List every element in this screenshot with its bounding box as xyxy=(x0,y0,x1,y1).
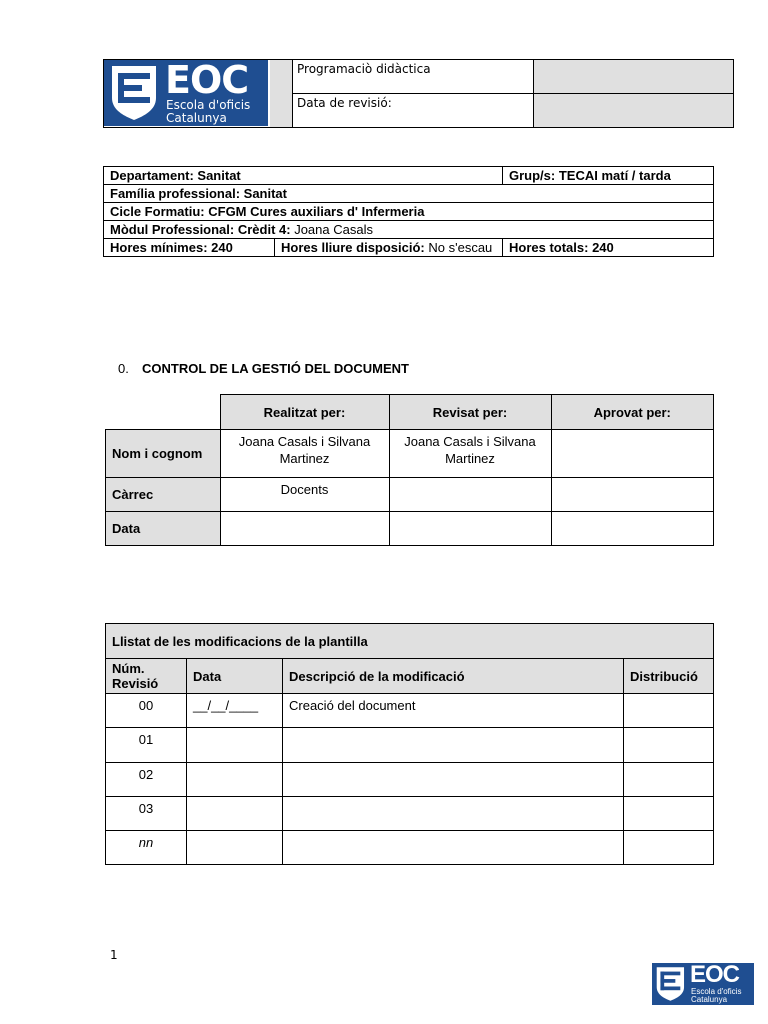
department: Departament: Sanitat xyxy=(104,167,503,185)
cell-date-made xyxy=(220,512,389,546)
rev-num: 01 xyxy=(106,728,187,763)
modifications-table xyxy=(105,623,714,865)
hours-free xyxy=(275,239,503,257)
revision-date-label: Data de revisió: xyxy=(293,94,534,128)
hours-free-label: Hores lliure disposició: xyxy=(281,240,425,255)
shield-logo-icon xyxy=(655,966,687,1002)
rev-date xyxy=(187,797,283,831)
cell-date-approved xyxy=(551,512,714,546)
rev-date: __/__/____ xyxy=(187,694,283,728)
table-row xyxy=(106,831,714,865)
info-table xyxy=(103,166,714,257)
logo-cell xyxy=(104,60,271,128)
table-row xyxy=(106,694,714,728)
rev-dist xyxy=(624,728,714,763)
col-distribution: Distribució xyxy=(624,659,714,694)
rev-num: nn xyxy=(106,831,187,865)
hours-min: Hores mínimes: 240 xyxy=(104,239,275,257)
logo-brand: EOC xyxy=(165,58,249,102)
rev-desc: Creació del document xyxy=(283,694,624,728)
table-row xyxy=(106,728,714,763)
section-number: 0. xyxy=(118,361,129,376)
rev-num: 03 xyxy=(106,797,187,831)
rev-desc xyxy=(283,831,624,865)
rev-date xyxy=(187,831,283,865)
professional-module xyxy=(104,221,714,239)
modifications-title: Llistat de les modificacions de la plantilla xyxy=(106,624,714,659)
row-label-role: Càrrec xyxy=(106,478,221,512)
control-row xyxy=(106,478,714,512)
shield-logo-icon xyxy=(110,64,160,122)
col-reviewed-by: Revisat per: xyxy=(389,395,551,430)
module-value: Joana Casals xyxy=(290,222,373,237)
col-date: Data xyxy=(187,659,283,694)
footer-logo xyxy=(652,963,754,1005)
rev-date xyxy=(187,763,283,797)
rev-date xyxy=(187,728,283,763)
revision-date-value xyxy=(534,94,734,128)
table-row xyxy=(106,763,714,797)
footer-logo-line1: Escola d'oficis xyxy=(691,987,742,996)
cell-name-approved xyxy=(551,430,714,478)
control-row xyxy=(106,512,714,546)
control-table xyxy=(105,394,714,546)
section-heading xyxy=(118,361,409,376)
col-made-by: Realitzat per: xyxy=(220,395,389,430)
logo-spacer xyxy=(270,60,293,128)
footer-logo-line2: Catalunya xyxy=(691,995,728,1004)
cell-role-approved xyxy=(551,478,714,512)
row-label-name: Nom i cognom xyxy=(106,430,221,478)
rev-desc xyxy=(283,728,624,763)
col-description: Descripció de la modificació xyxy=(283,659,624,694)
rev-dist xyxy=(624,797,714,831)
section-title: CONTROL DE LA GESTIÓ DEL DOCUMENT xyxy=(142,361,409,376)
program-label: Programaciò didàctica xyxy=(293,60,534,94)
cell-role-reviewed xyxy=(389,478,551,512)
groups: Grup/s: TECAI matí / tarda xyxy=(503,167,714,185)
training-cycle: Cicle Formatiu: CFGM Cures auxiliars d' Infermeria xyxy=(104,203,714,221)
rev-num: 02 xyxy=(106,763,187,797)
cell-name-reviewed: Joana Casals i Silvana Martinez xyxy=(389,430,551,478)
rev-dist xyxy=(624,831,714,865)
row-label-date: Data xyxy=(106,512,221,546)
rev-desc xyxy=(283,763,624,797)
program-value xyxy=(534,60,734,94)
col-revision-number: Núm. Revisió xyxy=(106,659,187,694)
header-table xyxy=(103,59,734,128)
table-row xyxy=(106,797,714,831)
professional-family: Família professional: Sanitat xyxy=(104,185,714,203)
eoc-logo xyxy=(104,60,268,126)
cell-date-reviewed xyxy=(389,512,551,546)
rev-desc xyxy=(283,797,624,831)
hours-free-value: No s'escau xyxy=(424,240,493,255)
control-row xyxy=(106,430,714,478)
logo-line2: Catalunya xyxy=(166,111,227,125)
footer-logo-brand: EOC xyxy=(690,961,740,988)
page-number: 1 xyxy=(110,948,118,962)
cell-name-made: Joana Casals i Silvana Martinez xyxy=(220,430,389,478)
logo-line1: Escola d'oficis xyxy=(166,98,251,112)
rev-dist xyxy=(624,694,714,728)
control-corner xyxy=(106,395,221,430)
hours-total: Hores totals: 240 xyxy=(503,239,714,257)
rev-dist xyxy=(624,763,714,797)
col-approved-by: Aprovat per: xyxy=(551,395,714,430)
rev-num: 00 xyxy=(106,694,187,728)
cell-role-made: Docents xyxy=(220,478,389,512)
module-label: Mòdul Professional: Crèdit 4: xyxy=(110,222,291,237)
